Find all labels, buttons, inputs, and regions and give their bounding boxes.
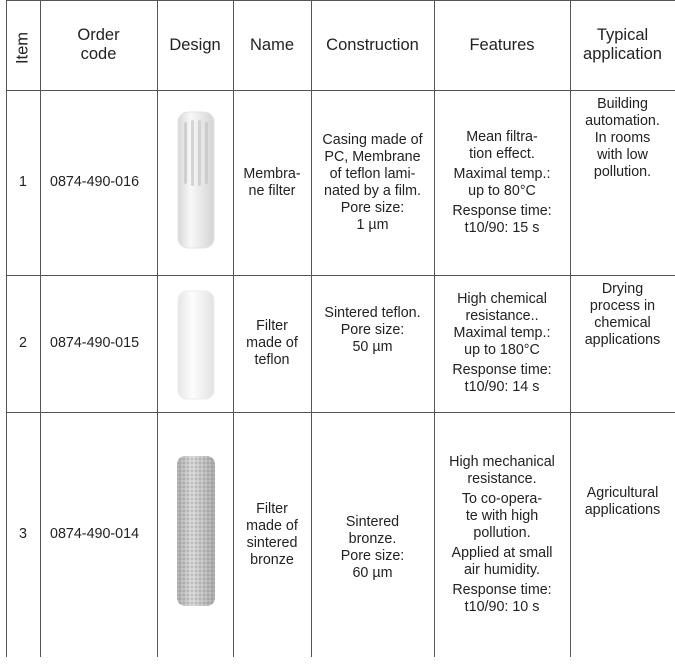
header-design: Design: [169, 35, 221, 54]
row-1-name: Membra- ne filter: [243, 165, 301, 199]
row-1-item: 1: [19, 174, 27, 190]
row-1-features: Mean filtra- tion effect. Maximal temp.: up to 80°C Response time: t10/90: 15 s: [452, 128, 552, 236]
row-2-typical-application: Drying process in chemical applications: [584, 281, 661, 348]
teflon-filter-image: [176, 289, 216, 401]
row-3-order-code: 0874-490-014: [50, 526, 140, 542]
row-2-construction: Sintered teflon. Pore size: 50 µm: [324, 305, 421, 355]
row-1-typical-application: Building automation. In rooms with low pollution.: [585, 96, 660, 180]
row-1-order-code: 0874-490-016: [50, 174, 140, 190]
membrane-filter-image: [176, 108, 216, 250]
row-3-typical-application: Agricultural applications: [584, 485, 661, 518]
row-2-name: Filter made of teflon: [246, 318, 298, 368]
row-2-features: High chemical resistance.. Maximal temp.: up to 180°C Response time: t10/90: 14 s: [452, 291, 552, 395]
row-2-order-code: 0874-490-015: [50, 335, 140, 351]
row-3-name: Filter made of sintered bronze: [246, 500, 298, 568]
header-item: Item: [13, 31, 32, 65]
header-order-code: Order code: [77, 26, 120, 63]
column-border: [157, 0, 158, 657]
row-1-construction: Casing made of PC, Membrane of teflon lami- nated by a film. Pore size: 1 µm: [322, 131, 423, 233]
header-features: Features: [469, 35, 535, 54]
row-3-features: High mechanical resistance. To co-opera- te with high pollution. Applied at small air humidity. Response time: t10/90: 10 s: [449, 453, 555, 615]
header-construction: Construction: [326, 35, 419, 54]
row-3-construction: Sintered bronze. Pore size: 60 µm: [340, 513, 405, 581]
header-name: Name: [249, 35, 294, 54]
header-typical-application: Typical application: [583, 26, 662, 63]
row-3-item: 3: [19, 526, 27, 542]
sintered-bronze-filter-image: [175, 454, 217, 608]
row-2-item: 2: [19, 335, 27, 351]
